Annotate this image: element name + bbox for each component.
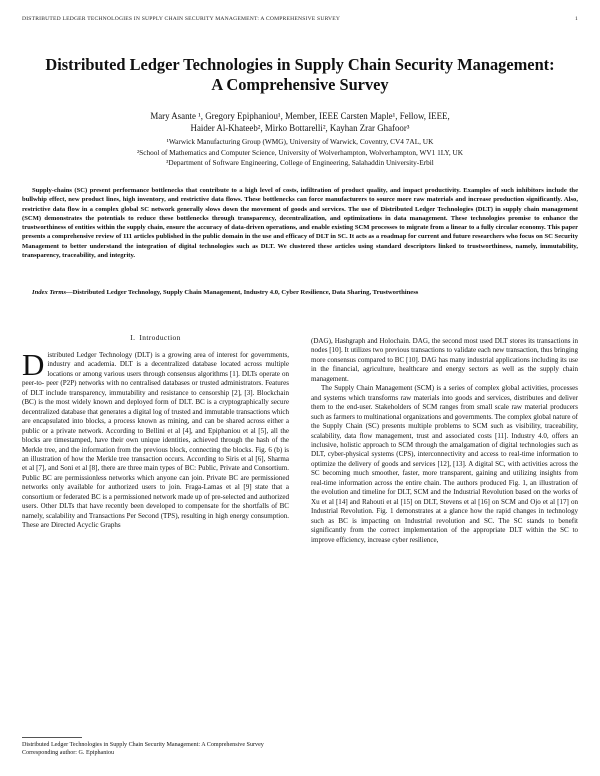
- intro-paragraph-1: [22, 347, 289, 531]
- body-column-right: [311, 337, 578, 545]
- affiliation-2: ²School of Mathematics and Computer Science, University of Wolverhampton, Wolverhampton, WV1 1LY, UK: [136, 147, 464, 157]
- body-column-left: [22, 333, 289, 531]
- paper-title: Distributed Ledger Technologies in Supply Chain Security Management: A Comprehensive Survey: [45, 55, 555, 94]
- intro-paragraph-2: (DAG), Hashgraph and Holochain. DAG, the second most used DLT stores its transactions in nodes [10]. It utilizes two previous transactions to validate each new transaction, thus bringing more consensus compared to BC [10]. DAG has many industrial applications including its use in the financial, agriculture, healthcare and energy sectors as well as the supply chain management.: [311, 337, 578, 383]
- page-number: 1: [575, 16, 578, 22]
- running-head-title: DISTRIBUTED LEDGER TECHNOLOGIES IN SUPPLY CHAIN SECURITY MANAGEMENT: A COMPREHENSIVE SURVEY: [22, 16, 341, 22]
- section-title: Introduction: [139, 333, 181, 342]
- affiliation-1: ¹Warwick Manufacturing Group (WMG), University of Warwick, Coventry, CV4 7AL, UK: [166, 137, 434, 146]
- author-line-2: Haider Al-Khateeb², Mirko Bottarelli², Kayhan Zrar Ghafoor³: [190, 123, 410, 134]
- abstract: Supply-chains (SC) present performance bottlenecks that contribute to a high level of costs, infiltration of product quality, and impact productivity. Examples of such inhibitors include the bullwhip effect, new product lines, high inventory, and restrictive data flows. These bottlenecks can force manufacturers to source more raw materials and increase production significantly. Also, restrictive data flow in a complex global SC network generally slows down the movement of goods and services. The use of Distributed Ledger Technologies (DLT) in supply chain management (SCM) demonstrates the potentials to reduce these bottlenecks through transparency, decentralization, and optimizations in data management. These technologies promise to enhance the trustworthiness of entities within the supply chain, ensure the accuracy of data-driven operations, and enable existing SCM processes to migrate from a linear to a fully circular economy. This paper presents a comprehensive review of 111 articles published in the public domain in the use and efficacy of DLT in SC. It acts as a roadmap for current and future researchers who focus on SC Security Management to better understand the integration of digital technologies such as DLT. We clustered these articles using standard descriptors linked to trustworthiness, namely, immutability, transparency, traceability, and integrity.: [22, 187, 578, 260]
- intro-paragraph-1-text: istributed Ledger Technology (DLT) is a growing area of interest for governments, industry and academia. DLT is a decentralized database located across multiple locations or among various users through consensus algorithms [1]. DLTs operate on peer-to- peer (P2P) networks with no centralised databases or trusted administrators. Features of DLT include transparency, immutability and resistance to censorship [2], [3]. Blockchain (BC) is the most widely known and deployed form of DLT. BC is a cryptographically secure decentralized database that generates a digital log of trusted and immutable transactions which are encapsulated into blocks, a process known as mining, and can be shared across either a public or a private network. According to Bellini et al [4], and Epiphaniou et al [5], all the blocks are timestamped, have their own unique identities, achieved through the hash of the Merkle tree, and the information from the previous block, connecting the blocks. Fig. 6 (b) is an illustration of how the Merkle tree transaction occurs. According to Siris et al [6], Sharma et al [7], and Soni et al [8], there are three main types of BC: Public, Private and Consortium. Public BC are permissionless networks which anyone can join. Private BC are permissioned networks only available for authorized users to join. Fraga-Lamas et al [9] state that a consortium or federated BC is a permissioned network made up of pre-selected and authorized users. Other DLTs that have recently been developed to compensate for the shortfalls of BC namely, scalability and Transactions Per Second (TPS), resulting in high energy consumption. These are Directed Acyclic Graphs: [22, 351, 289, 530]
- drop-cap: D: [22, 347, 45, 382]
- section-heading: [22, 333, 289, 343]
- running-head: [22, 16, 578, 28]
- footnote: Distributed Ledger Technologies in Supply Chain Security Management: A Comprehensive Survey Corresponding author: G. Epiphaniou: [22, 742, 264, 757]
- index-terms: [22, 288, 578, 297]
- section-number: I.: [130, 333, 136, 342]
- author-list: [30, 110, 570, 134]
- affiliation-3: ³Department of Software Engineering, College of Engineering, Salahaddin University-Erbil: [166, 158, 434, 168]
- affiliation-list: [20, 137, 580, 169]
- footnote-divider: [22, 737, 82, 738]
- author-line-1: Mary Asante ¹, Gregory Epiphaniou¹, Member, IEEE Carsten Maple¹, Fellow, IEEE,: [150, 111, 450, 121]
- intro-paragraph-3: The Supply Chain Management (SCM) is a series of complex global activities, processes and systems which transforms raw materials into goods and services, distributes and deliver them to the end-user. Stakeholders of SCM ranges from small scale raw material producers such as farmers to multinational organizations and governments. The complex global nature of the Supply Chain (SC) presents multiple problems to SCM such as visibility, traceability, scalability, data flow management, trust and associated costs [11]. Industry 4.0, offers an inclusive, holistic approach to SCM through the amalgamation of digital technologies such as DLT, cyber-physical systems (CPS), interconnectivity and access to real-time information to optimize the delivery of goods and services [12], [13]. A digital SC, with activities across the SC becoming much smoother, faster, more transparent, gaining and utilizing insights from real-time information across the entire chain. The authors produced Fig. 1, an illustration of the evolution and timeline for DLT, SCM and the Industrial Revolution based on the works of Xu et al [14] and Rahouti et al [15] on DLT, Stevens et al [16] on SCM and Ojo et al [17] on Industrial Revolution. Fig. 1 demonstrates at a glance how the rapid changes in technology such as BC is impacting on Industrial revolution and SC. The SC stands to benefit significantly from the correct implementation of the appropriate DLT within the SC to improve efficiency, increase cyber resilience,: [311, 384, 578, 544]
- index-terms-text: —Distributed Ledger Technology, Supply Chain Management, Industry 4.0, Cyber Resilience, Data Sharing, Trustworthiness: [66, 289, 419, 296]
- index-terms-label: Index Terms: [32, 289, 67, 296]
